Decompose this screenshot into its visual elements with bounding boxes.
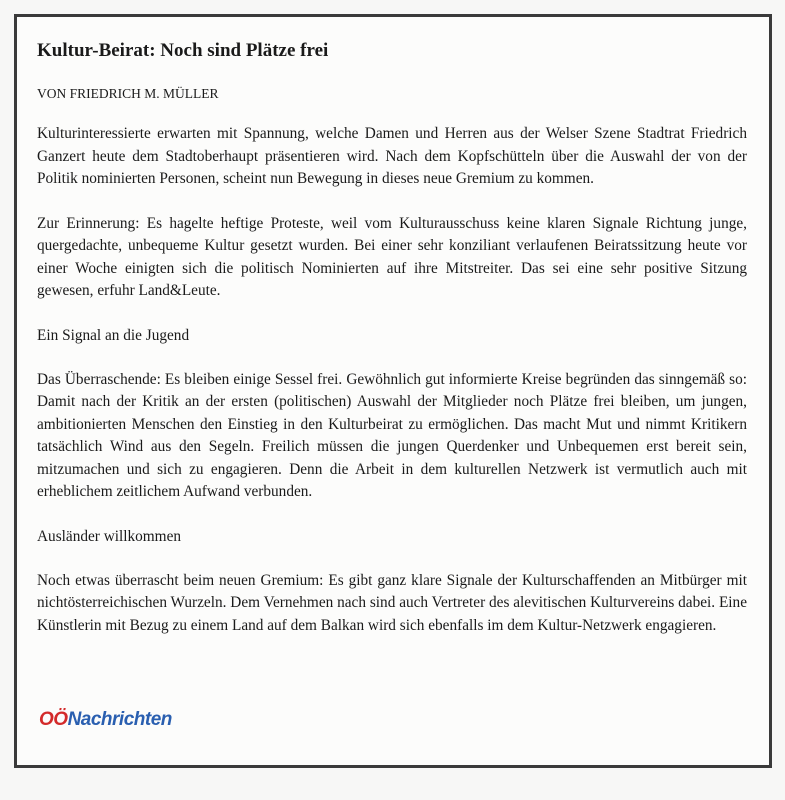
logo-part-nachrichten: Nachrichten (67, 709, 172, 730)
subheading: Ein Signal an die Jugend (37, 326, 190, 344)
paragraph: Zur Erinnerung: Es hagelte heftige Proteste, weil vom Kulturausschuss keine klaren Signale Richtung junge, quergedachte, unbequeme Kultur gesetzt wurden. Bei einer sehr konziliant verlaufenen Beiratssitzung heute vor einer Woche einigten sich die politisch Nominierten auf ihre Mitstreiter. Das sei eine sehr positive Sitzung gewesen, erfuhr Land&Leute. (37, 214, 747, 299)
newspaper-logo (39, 709, 172, 731)
byline: VON FRIEDRICH M. MÜLLER (37, 86, 219, 101)
clipping-frame (14, 14, 772, 768)
article-body (37, 39, 747, 659)
logo-part-oo: OÖ (39, 709, 68, 730)
paragraph: Das Überraschende: Es bleiben einige Sessel frei. Gewöhnlich gut informierte Kreise begründen das sinngemäß so: Damit nach der Kritik an der ersten (politischen) Auswahl der Mitglieder noch Plätze frei bleiben, um jungen, ambitionierten Menschen den Einstieg in den Kulturbeirat zu ermöglichen. Das macht Mut und nimmt Kritikern tatsächlich Wind aus den Segeln. Freilich müssen die jungen Querdenker und Unbequemen erst bereit sein, mitzumachen und sich zu engagieren. Denn die Arbeit in dem kulturellen Netzwerk ist vermutlich auch mit erheblichem zeitlichem Aufwand verbunden. (37, 370, 747, 500)
paragraph: Noch etwas überrascht beim neuen Gremium: Es gibt ganz klare Signale der Kulturschaffenden an Mitbürger mit nichtösterreichischen Wurzeln. Dem Vernehmen nach sind auch Vertreter des alevitischen Kulturvereins dabei. Eine Künstlerin mit Bezug zu einem Land auf dem Balkan wird sich ebenfalls im dem Kultur-Netzwerk engagieren. (37, 571, 747, 634)
paragraph: Kulturinteressierte erwarten mit Spannung, welche Damen und Herren aus der Welser Szene Stadtrat Friedrich Ganzert heute dem Stadtoberhaupt präsentieren wird. Nach dem Kopfschütteln über die Auswahl der von der Politik nominierten Personen, scheint nun Bewegung in dieses neue Gremium zu kommen. (37, 125, 747, 187)
headline: Kultur-Beirat: Noch sind Plätze frei (37, 40, 329, 61)
subheading: Ausländer willkommen (37, 527, 182, 545)
